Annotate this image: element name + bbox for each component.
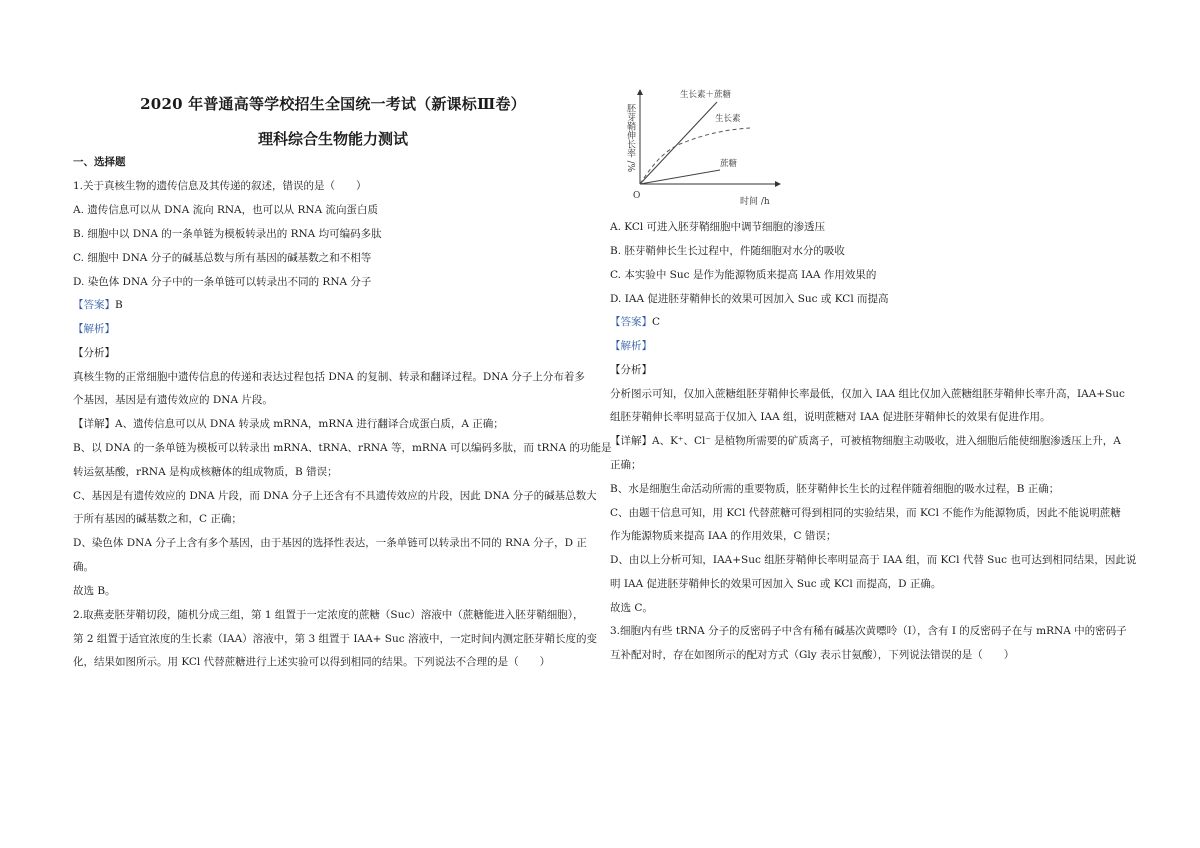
q2-option-a: A. KCl 可进入胚芽鞘细胞中调节细胞的渗透压 xyxy=(610,221,826,233)
section-heading: 一、选择题 xyxy=(73,156,126,168)
origin-label: O xyxy=(633,191,641,201)
growth-figure-svg xyxy=(620,86,790,211)
q1-option-c: C. 细胞中 DNA 分子的碱基总数与所有基因的碱基数之和不相等 xyxy=(73,252,372,264)
q2-xiangjie-line: C、由题干信息可知，用 KCl 代替蔗糖可得到相同的实验结果，而 KCl 不能作为能源物质，因此不能说明蔗糖 xyxy=(610,507,1121,519)
xiangjie-tag: 【详解】 xyxy=(610,435,652,447)
q3-stem-line: 互补配对时，存在如图所示的配对方式（Gly 表示甘氨酸），下列说法错误的是（ ） xyxy=(610,649,1015,661)
answer-value: C xyxy=(652,316,661,328)
xiangjie-text: A、K⁺、Cl⁻ 是植物所需要的矿质离子，可被植物细胞主动吸收，进入细胞后能使细胞渗透压上升，A xyxy=(652,435,1121,447)
q2-xiangjie-line: B、水是细胞生命活动所需的重要物质，胚芽鞘伸长生长的过程伴随着细胞的吸水过程，B 正确； xyxy=(610,483,1060,495)
answer-value: B xyxy=(115,299,123,311)
q2-stem-line: 2.取燕麦胚芽鞘切段，随机分成三组，第 1 组置于一定浓度的蔗糖（Suc）溶液中（蔗糖能进入胚芽鞘细胞）， xyxy=(73,609,584,621)
xiangjie-tag: 【详解】 xyxy=(73,418,115,430)
q1-xiangjie-line: B、以 DNA 的一条单链为模板可以转录出 mRNA、tRNA、rRNA 等，mRNA 可以编码多肽，而 tRNA 的功能是 xyxy=(73,442,612,454)
q2-option-d: D. IAA 促进胚芽鞘伸长的效果可因加入 Suc 或 KCl 而提高 xyxy=(610,293,889,305)
q2-stem-line: 化，结果如图所示。用 KCl 代替蔗糖进行上述实验可以得到相同的结果。下列说法不合理的是（ ） xyxy=(73,656,551,668)
q2-xiangjie-line: 明 IAA 促进胚芽鞘伸长的效果可因加入 Suc 或 KCl 而提高，D 正确。 xyxy=(610,578,942,590)
q2-conclusion: 故选 C。 xyxy=(610,602,653,614)
series-suc-line xyxy=(640,170,720,184)
q2-fenxi-line: 组胚芽鞘伸长率明显高于仅加入 IAA 组，说明蔗糖对 IAA 促进胚芽鞘伸长的效果有促进作用。 xyxy=(610,411,1051,423)
q1-fenxi-line: 个基因，基因是有遗传效应的 DNA 片段。 xyxy=(73,394,273,406)
q1-fenxi-line: 真核生物的正常细胞中遗传信息的传递和表达过程包括 DNA 的复制、转录和翻译过程。DNA 分子上分布着多 xyxy=(73,371,585,383)
q2-stem-line: 第 2 组置于适宜浓度的生长素（IAA）溶液中，第 3 组置于 IAA+ Suc 溶液中，一定时间内测定胚芽鞘长度的变 xyxy=(73,633,597,645)
q1-option-a: A. 遗传信息可以从 DNA 流向 RNA，也可以从 RNA 流向蛋白质 xyxy=(73,204,378,216)
q2-xiangjie-line xyxy=(610,434,1130,448)
q1-xiangjie-line xyxy=(73,417,593,431)
q1-option-b: B. 细胞中以 DNA 的一条单链为模板转录出的 RNA 均可编码多肽 xyxy=(73,228,382,240)
series-iaa-suc-line xyxy=(640,102,717,184)
q2-xiangjie-line: D、由以上分析可知，IAA+Suc 组胚芽鞘伸长率明显高于 IAA 组，而 KCl 代替 Suc 也可达到相同结果，因此说 xyxy=(610,554,1137,566)
answer-tag: 【答案】 xyxy=(73,299,115,311)
answer-tag: 【答案】 xyxy=(610,316,652,328)
y-axis-label: 胚芽鞘伸长率 /% xyxy=(625,103,635,173)
q1-option-d: D. 染色体 DNA 分子中的一条单链可以转录出不同的 RNA 分子 xyxy=(73,276,372,288)
q1-xiangjie-line: 于所有基因的碱基数之和，C 正确； xyxy=(73,513,242,525)
growth-figure xyxy=(620,86,790,211)
exam-title: 2020 年普通高等学校招生全国统一考试（新课标Ⅲ卷） xyxy=(140,95,526,113)
q1-xiangjie-line: 转运氨基酸，rRNA 是构成核糖体的组成物质，B 错误； xyxy=(73,466,338,478)
q3-stem-line: 3.细胞内有些 tRNA 分子的反密码子中含有稀有碱基次黄嘌呤（I），含有 I 的反密码子在与 mRNA 中的密码子 xyxy=(610,625,1127,637)
q1-xiangjie-line: D、染色体 DNA 分子上含有多个基因，由于基因的选择性表达，一条单链可以转录出不同的 RNA 分子，D 正 xyxy=(73,537,587,549)
x-axis-label: 时间 /h xyxy=(740,197,770,207)
q2-answer xyxy=(610,315,1130,329)
q1-stem: 1.关于真核生物的遗传信息及其传递的叙述，错误的是（ ） xyxy=(73,180,367,192)
q2-analysis-tag: 【解析】 xyxy=(610,340,652,352)
q2-xiangjie-line: 正确； xyxy=(610,459,642,471)
q2-xiangjie-line: 作为能源物质来提高 IAA 的作用效果，C 错误； xyxy=(610,530,837,542)
q1-conclusion: 故选 B。 xyxy=(73,585,116,597)
series-iaa-suc-label: 生长素＋蔗糖 xyxy=(680,90,732,100)
exam-subtitle: 理科综合生物能力测试 xyxy=(257,130,408,148)
q1-analysis-tag: 【解析】 xyxy=(73,323,115,335)
series-suc-label: 蔗糖 xyxy=(720,159,738,169)
q2-option-b: B. 胚芽鞘伸长生长过程中，件随细胞对水分的吸收 xyxy=(610,245,845,257)
q2-option-c: C. 本实验中 Suc 是作为能源物质来提高 IAA 作用效果的 xyxy=(610,269,877,281)
q1-fenxi-tag: 【分析】 xyxy=(73,347,115,359)
series-iaa-label: 生长素 xyxy=(715,114,741,124)
q1-answer xyxy=(73,298,593,312)
xiangjie-text: A、遗传信息可以从 DNA 转录成 mRNA，mRNA 进行翻译合成蛋白质，A 正确； xyxy=(115,418,504,430)
q2-fenxi-tag: 【分析】 xyxy=(610,364,652,376)
q1-xiangjie-line: 确。 xyxy=(73,561,94,573)
series-iaa-curve xyxy=(640,128,750,184)
q2-fenxi-line: 分析图示可知，仅加入蔗糖组胚芽鞘伸长率最低，仅加入 IAA 组比仅加入蔗糖组胚芽鞘伸长率升高，IAA+Suc xyxy=(610,388,1125,400)
q1-xiangjie-line: C、基因是有遗传效应的 DNA 片段，而 DNA 分子上还含有不具遗传效应的片段，因此 DNA 分子的碱基总数大 xyxy=(73,490,597,502)
